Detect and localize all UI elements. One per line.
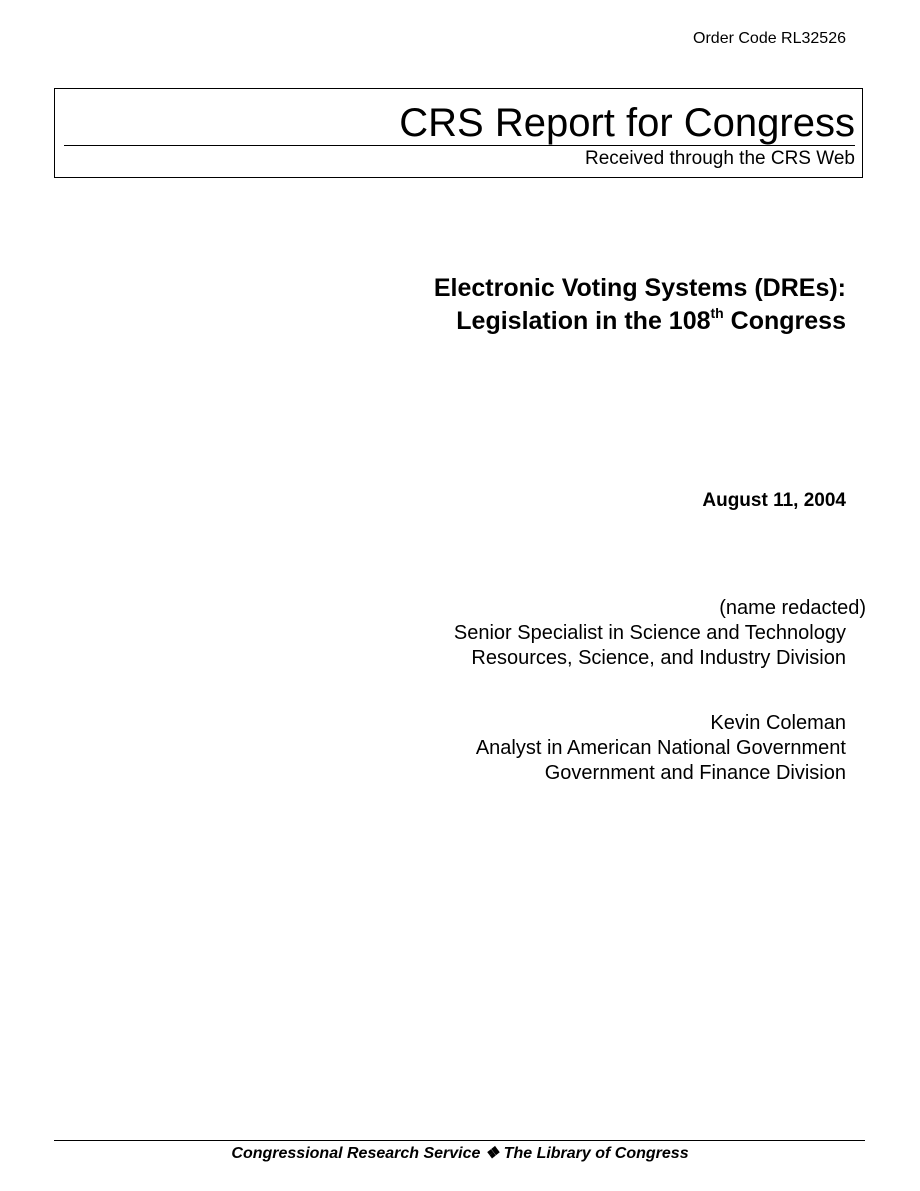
author-division: Resources, Science, and Industry Division [471, 647, 846, 669]
report-title-line-2-prefix: Legislation in the 108 [456, 307, 711, 335]
report-title-line-2-suffix: Congress [723, 307, 846, 335]
author-name: (name redacted) [719, 597, 866, 619]
author-title: Senior Specialist in Science and Technology [453, 622, 846, 644]
author-title: Analyst in American National Government [475, 737, 846, 759]
footer-library: The Library of Congress [503, 1145, 689, 1162]
report-title [434, 272, 846, 338]
order-code: Order Code RL32526 [693, 30, 846, 47]
diamond-separator-icon: ❖ [484, 1145, 500, 1162]
header-title: CRS Report for Congress [399, 101, 855, 145]
footer-rule [54, 1140, 865, 1141]
footer [0, 1143, 920, 1165]
header-rule [64, 145, 855, 146]
report-title-line-2 [434, 305, 846, 338]
author-name: Kevin Coleman [710, 712, 846, 734]
author-block-1 [454, 596, 866, 671]
footer-publisher: Congressional Research Service [231, 1145, 481, 1162]
report-date: August 11, 2004 [702, 490, 846, 511]
author-division: Government and Finance Division [544, 762, 846, 784]
ordinal-superscript: th [710, 304, 724, 321]
author-block-2 [476, 711, 846, 786]
header-subtitle: Received through the CRS Web [584, 148, 855, 169]
report-title-line-1: Electronic Voting Systems (DREs): [433, 274, 846, 302]
